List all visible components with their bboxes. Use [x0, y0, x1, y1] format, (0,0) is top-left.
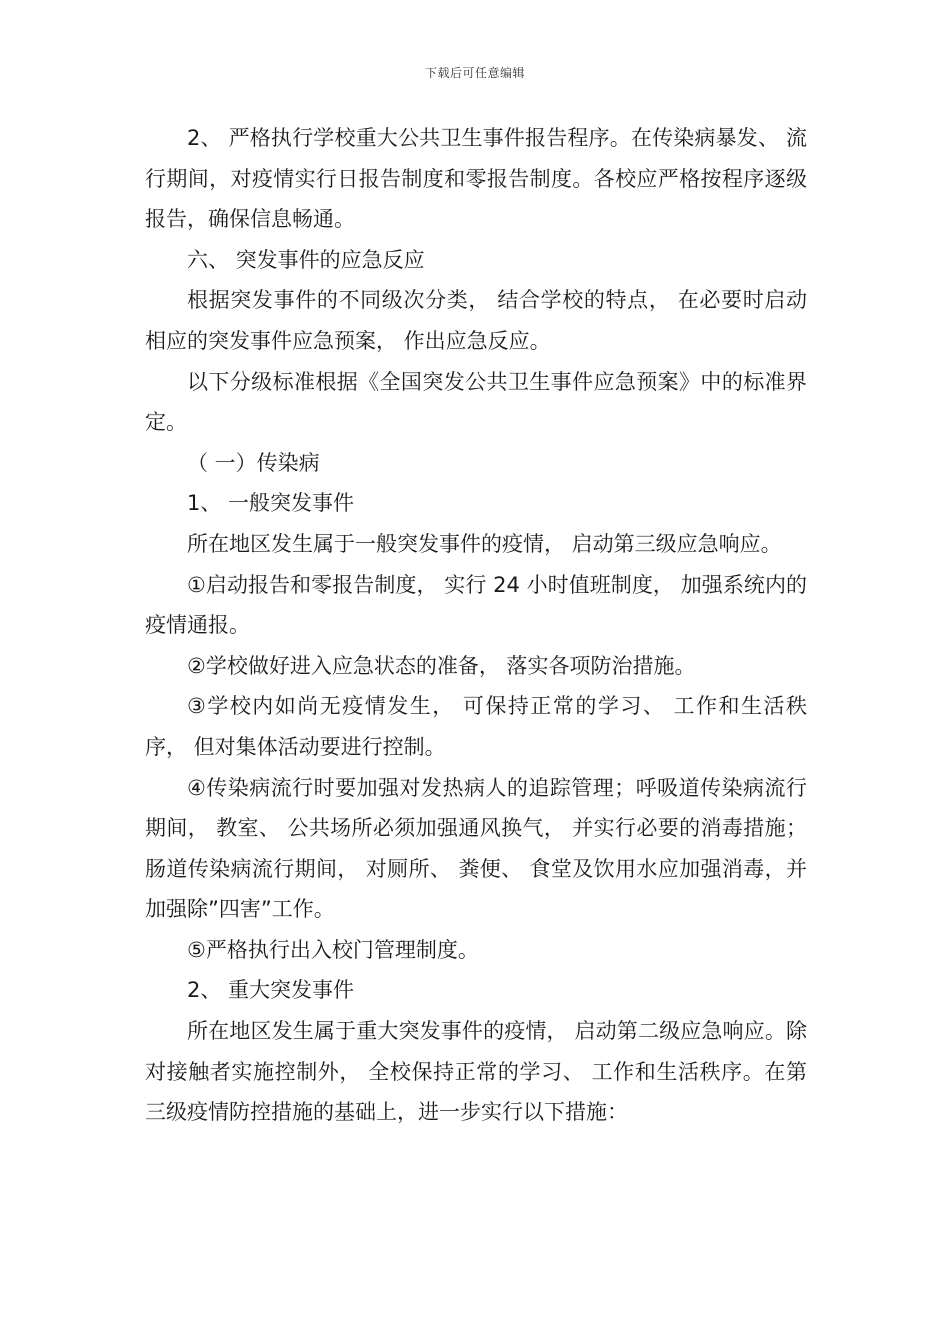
subheading-major-event: 2、 重大突发事件 [187, 978, 355, 1003]
paragraph-reporting-procedure: 2、 严格执行学校重大公共卫生事件报告程序。在传染病暴发、 流行期间，对疫情实行日报告制度和零报告制度。各校应严格按程序逐级报告，确保信息畅通。 [145, 126, 807, 232]
list-item-3: ③学校内如尚无疫情发生， 可保持正常的学习、 工作和生活秩序， 但对集体活动要进行控制。 [145, 694, 807, 759]
list-item-5: ⑤严格执行出入校门管理制度。 [187, 937, 479, 962]
list-item-1: ①启动报告和零报告制度， 实行 24 小时值班制度， 加强系统内的疫情通报。 [145, 572, 807, 638]
document-body [145, 118, 807, 1133]
section-heading-emergency-response: 六、 突发事件的应急反应 [187, 247, 425, 272]
subheading-general-event: 1、 一般突发事件 [187, 491, 355, 516]
list-item-4: ④传染病流行时要加强对发热病人的追踪管理；呼吸道传染病流行期间， 教室、 公共场所必须加强通风换气， 并实行必要的消毒措施；肠道传染病流行期间， 对厕所、 粪便、 食堂及饮用水应加强消毒，并加强除”四害”工作。 [145, 775, 807, 922]
paragraph-level-two-response: 所在地区发生属于重大突发事件的疫情， 启动第二级应急响应。除对接触者实施控制外， 全校保持正常的学习、 工作和生活秩序。在第三级疫情防控措施的基础上，进一步实行以下措施： [145, 1019, 807, 1125]
subheading-infectious-disease: （ 一）传染病 [187, 450, 320, 475]
paragraph-level-three-response: 所在地区发生属于一般突发事件的疫情， 启动第三级应急响应。 [187, 531, 782, 556]
paragraph-grading-standard: 以下分级标准根据《全国突发公共卫生事件应急预案》中的标准界定。 [145, 369, 807, 435]
list-item-2: ②学校做好进入应急状态的准备， 落实各项防治措施。 [187, 653, 696, 678]
page-header: 下载后可任意编辑 [424, 66, 525, 80]
paragraph-response-intro: 根据突发事件的不同级次分类， 结合学校的特点， 在必要时启动相应的突发事件应急预案， 作出应急反应。 [145, 288, 807, 353]
